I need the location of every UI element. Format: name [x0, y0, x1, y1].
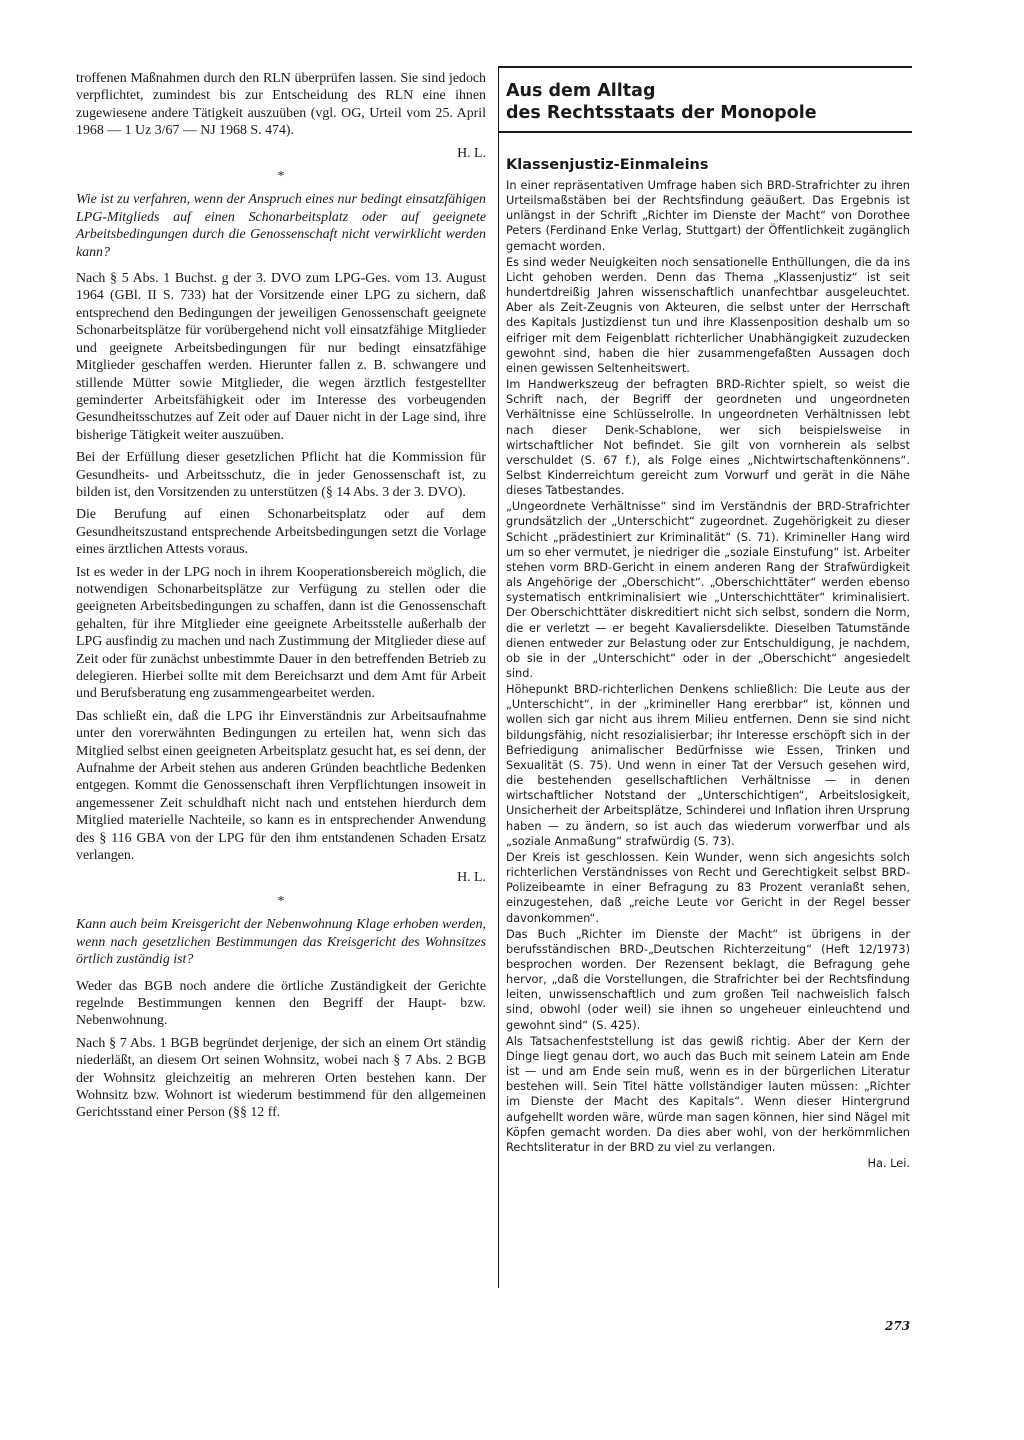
question-heading: Kann auch beim Kreisgericht der Nebenwohnung Klage erhoben werden, wenn nach gesetzlichen Bestimmungen das Kreisgericht des Wohnsitzes örtlich zuständig ist?	[76, 917, 486, 968]
paragraph: Das Buch „Richter im Dienste der Macht“ ist übrigens in der berufsständischen BRD-„Deutschen Richterzeitung“ (Heft 12/1973) besprochen worden. Der Rezensent beklagt, die Befragung gehe hervor, „daß die Vorstellungen, die Strafrichter bei der Rechtsfindung leiten, unwissenschaftlich und zum großen Teil nachweislich falsch sind, obwohl (oder weil) sie ihnen so ungeheuer einleuchtend und gewohnt sind“ (S. 425).	[506, 926, 910, 1032]
author-initials: H. L.	[457, 145, 486, 161]
paragraph: Nach § 7 Abs. 1 BGB begründet derjenige, der sich an einem Ort ständig niederläßt, an diesem Ort seinen Wohnsitz, wobei nach § 7 Abs. 2 BGB der Wohnsitz gleichzeitig an mehreren Orten bestehen kann. Der Wohnsitz bzw. Wohnort ist wiederum bestimmend für den allgemeinen Gerichtsstand einer Person (§§ 12 ff.	[76, 1035, 486, 1121]
paragraph: Als Tatsachenfeststellung ist das gewiß richtig. Aber der Kern der Dinge liegt genau dort, wo auch das Buch mit seinem Latein am Ende ist — und am Ende sein muß, wenn es in der bürgerlichen Literatur bestehen will. Sein Titel hätte vollständiger lauten müssen: „Richter im Dienste der Macht des Kapitals“. Wenn dieser Hintergrund aufgehellt worden wäre, würde man sagen können, hier sind Nägel mit Köpfen gemacht worden. Da dies aber wohl, von der herkömmlichen Rechtsliteratur in der BRD zu viel zu verlangen.	[506, 1033, 910, 1154]
paragraph: „Ungeordnete Verhältnisse“ sind im Verständnis der BRD-Strafrichter grundsätzlich der „Unterschicht“ zugeordnet. Zugehörigkeit zu dieser Schicht „prädestiniert zur Kriminalität“ (S. 71). Krimineller Hang wird um so eher vermutet, je niedriger die „soziale Einstufung“ ist. Arbeiter stehen vorm BRD-Gericht in einem anderen Rang der Strafwürdigkeit als Angehörige der „Oberschicht“. „Oberschichttäter“ werden ebenso systematisch entkriminalisiert wie „Unterschichttäter“ kriminalisiert. Der Oberschichttäter diskreditiert nicht sich selbst, sondern die Norm, die er verletzt — er begeht Kavaliersdelikte. Dieselben Tatumstände dienen entweder zur Belastung oder zur Entschuldigung, je nachdem, ob sie in der „Unterschicht“ oder in der „Oberschicht“ angesiedelt sind.	[506, 499, 910, 680]
title-underline-rule	[498, 131, 912, 133]
paragraph: In einer repräsentativen Umfrage haben sich BRD-Strafrichter zu ihren Urteilsmaßstäben bei der Rechtsfindung geäußert. Das Ergebnis ist unlängst in der Schrift „Richter im Dienste der Macht“ von Dorothee Peters (Ferdinand Enke Verlag, Stuttgart) der Öffentlichkeit zugänglich gemacht worden.	[506, 178, 910, 253]
paragraph: Das schließt ein, daß die LPG ihr Einverständnis zur Arbeitsaufnahme unter den vorerwähnten Bedingungen zu erteilen hat, wenn sich das Mitglied selbst einen geeigneten Arbeitsplatz gesucht hat, es sei denn, der Aufnahme der Arbeit stehen aus anderen Gründen beachtliche Bedenken entgegen. Kommt die Genossenschaft ihren Verpflichtungen insoweit in angemessener Zeit schuldhaft nicht nach und entstehen hierdurch dem Mitglied materielle Nachteile, so kann es in entsprechender Anwendung des § 116 GBA von der LPG für den ihm entstandenen Schaden Ersatz verlangen.	[76, 708, 486, 864]
rubric-title-line: Aus dem Alltag	[506, 81, 656, 101]
paragraph: Die Berufung auf einen Schonarbeitsplatz oder auf dem Gesundheitszustand entsprechende Arbeitsbedingungen setzt die Vorlage eines ärztlichen Attests voraus.	[76, 507, 486, 558]
left-column	[76, 70, 486, 1127]
paragraph: Es sind weder Neuigkeiten noch sensationelle Enthüllungen, die da ins Licht gehoben werden. Denn das Thema „Klassenjustiz“ ist seit hundertdreißig Jahren wissenschaftlich unanfechtbar ausgeleuchtet. Aber als Zeit-Zeugnis von Akteuren, die selbst unter der Herrschaft des Kapitals Justizdienst tun und ihre Klassenposition deshalb um so eifriger mit dem Feigenblatt richterlicher Unabhängigkeit zuzudecken gewohnt sind, haben die hier zusammengefaßten Aussagen doch einen gewissen Seltenheitswert.	[506, 254, 910, 375]
paragraph: troffenen Maßnahmen durch den RLN überprüfen lassen. Sie sind jedoch verpflichtet, zumindest bis zur Entscheidung des RLN eine ihnen zugewiesene andere Tätigkeit auszuüben (vgl. OG, Urteil vom 25. April 1968 — 1 Uz 3/67 — NJ 1968 S. 474).	[76, 71, 486, 139]
paragraph: Bei der Erfüllung dieser gesetzlichen Pflicht hat die Kommission für Gesundheits- und Arbeitsschutz, die in jeder Genossenschaft ist, zu bilden ist, den Vorsitzenden zu unterstützen (§ 14 Abs. 3 der 3. DVO).	[76, 450, 486, 500]
article-heading: Klassenjustiz-Einmaleins	[506, 157, 709, 173]
paragraph: Ist es weder in der LPG noch in ihrem Kooperationsbereich möglich, die notwendigen Schonarbeitsplätze zur Verfügung zu stellen oder die geeigneten Arbeitsbedingungen zu schaffen, dann ist die Genossenschaft gehalten, für ihre Mitglieder eine geeignete Arbeitsstelle außerhalb der LPG ausfindig zu machen und nach Zustimmung der Mitglieder diese auf Zeit oder für zunächst unbestimmte Dauer in den betreffenden Betrieb zu delegieren. Hierbei sollte mit dem Bereichsarzt und dem Amt für Arbeit und Berufsberatung eng zusammengearbeitet werden.	[76, 564, 486, 702]
page-number: 273	[885, 1319, 911, 1333]
rubric-title-line: des Rechtsstaats der Monopole	[506, 103, 817, 123]
box-left-rule	[498, 66, 499, 1288]
box-top-rule	[498, 66, 912, 68]
section-separator: *	[277, 169, 285, 185]
paragraph: Höhepunkt BRD-richterlichen Denkens schließlich: Die Leute aus der „Unterschicht“, in der „krimineller Hang ererbbar“ ist, können und wollen sich gar nicht aus ihrem Milieu entfernen. Denn sie sind nicht bildungsfähig, nicht resozialisierbar; ihr Interesse erschöpft sich in der Befriedigung animalischer Bedürfnisse wie Essen, Trinken und Sexualität (S. 75). Und wenn in einer Tat der Versuch gesehen wird, die bestehenden gesellschaftlichen Verhältnisse — in denen wirtschaftlicher Notstand der „Unterschichtigen“, Arbeitslosigkeit, Unsicherheit der Arbeitsplätze, Schinderei und Inflation ihren Ursprung haben — zu ändern, so ist auch das wiederum vorwerfbar und als „soziale Anmaßung“ strafwürdig (S. 73).	[506, 682, 910, 848]
paragraph: Der Kreis ist geschlossen. Kein Wunder, wenn sich angesichts solch richterlichen Verständnisses von Recht und Gerechtigkeit selbst BRD-Polizeibeamte in einer Befragung zu 83 Prozent veranlaßt sehen, einzugestehen, daß „reiche Leute vor Gericht in der Regel besser davonkommen“.	[506, 849, 910, 925]
paragraph: Im Handwerkszeug der befragten BRD-Richter spielt, so weist die Schrift nach, der Begriff der geordneten und ungeordneten Verhältnisse eine Schlüsselrolle. In ungeordneten Verhältnissen lebt nach dieser Denk-Schablone, wer sich beispielsweise in wirtschaftlicher Not befindet. Sie gilt von vornherein als selbst verschuldet (S. 67 f.), als Folge eines „Nichtwirtschaftenkönnens“. Selbst Kinderreichtum gereicht zum Vorwurf und gerät in die Nähe dieses Tatbestandes.	[506, 377, 910, 498]
rubric-title	[506, 80, 906, 124]
question-heading: Wie ist zu verfahren, wenn der Anspruch eines nur bedingt einsatzfähigen LPG-Mitglieds auf einen Schonarbeitsplatz oder auf geeignete Arbeitsbedingungen durch die Genossenschaft nicht verwirklicht werden kann?	[76, 192, 486, 260]
author-initials: H. L.	[457, 870, 486, 886]
author-initials: Ha. Lei.	[867, 1156, 910, 1170]
section-separator: *	[277, 893, 285, 909]
paragraph: Nach § 5 Abs. 1 Buchst. g der 3. DVO zum LPG-Ges. vom 13. August 1964 (GBl. II S. 733) hat der Vorsitzende einer LPG zu sichern, daß entsprechend den Bedingungen der jeweiligen Genossenschaft geeignete Schonarbeitsplätze für vorübergehend nicht voll einsatzfähige Mitglieder und geeignete Arbeitsbedingungen für nur bedingt einsatzfähige Mitglieder geschaffen werden. Hierunter fallen z. B. schwangere und stillende Mütter sowie Mitglieder, die wegen ärztlich festgestellter geminderter Arbeitsfähigkeit oder im Interesse des vorbeugenden Gesundheitsschutzes auf Zeit oder auf Dauer nicht in der Lage sind, ihre bisherige Tätigkeit weiter auszuüben.	[76, 271, 486, 443]
article	[506, 156, 910, 1171]
paragraph: Weder das BGB noch andere die örtliche Zuständigkeit der Gerichte regelnde Bestimmungen kennen den Begriff der Haupt- bzw. Nebenwohnung.	[76, 978, 486, 1029]
